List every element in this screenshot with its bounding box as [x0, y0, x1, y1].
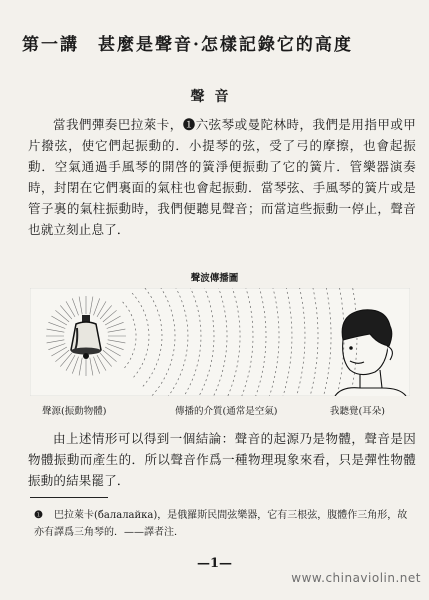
- chapter-title: 第一講 甚麼是聲音·怎樣記錄它的高度: [22, 35, 353, 55]
- footnote-divider: [30, 497, 108, 498]
- footnote-text: 巴拉萊卡(балалайка)，是俄羅斯民間弦樂器，它有三根弦，腹體作三角形，故亦有譯爲三角琴的．——譯者注．: [34, 510, 408, 538]
- figure-label-listener: 我聽覺(耳朵): [330, 406, 385, 417]
- page-number: —1—: [196, 556, 233, 571]
- sound-wave-illustration: [30, 288, 410, 396]
- figure-title: 聲波傳播圖: [190, 273, 239, 284]
- footnote-marker: ❶: [34, 510, 43, 521]
- body-paragraph-1: 當我們彈奏巴拉萊卡，❶六弦琴或曼陀林時，我們是用指甲或甲片撥弦，使它們起振動的．小提琴的弦，受了弓的摩擦，也會起振動．空氣通過手風琴的開啓的簧淨便振動了它的簧片．管樂器演奏時，封閉在它們裏面的氣柱也會起振動．當琴弦、手風琴的簧片或是管子裏的氣柱振動時，我們便聽見聲音；而當這些振動一停止，聲音也就立刻止息了．: [28, 117, 416, 237]
- footnote: [34, 507, 414, 541]
- figure-label-medium: 傳播的介質(通常是空氣): [175, 406, 278, 417]
- figure-label-sound-source: 聲源(振動物體): [42, 406, 107, 417]
- section-title: 聲音: [190, 89, 239, 105]
- watermark: www.chinaviolin.net: [291, 571, 421, 585]
- body-paragraph-2: 由上述情形可以得到一個結論：聲音的起源乃是物體，聲音是因物體振動而產生的．所以聲音作爲一種物理現象來看，只是彈性物體振動的結果罷了．: [28, 431, 416, 488]
